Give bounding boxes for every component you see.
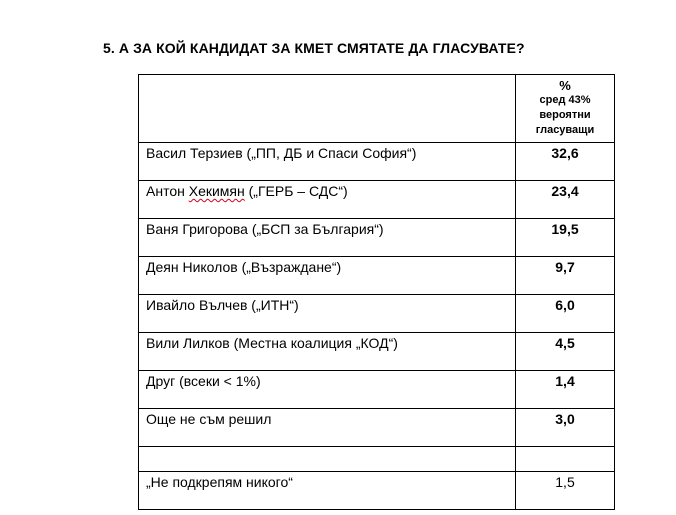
candidate-percent: 6,0 [516,295,615,333]
table-row [139,143,615,181]
candidate-percent: 23,4 [516,181,615,219]
candidate-name-part: („ГЕРБ – СДС“) [244,183,348,199]
candidate-name: Васил Терзиев („ПП, ДБ и Спаси София“) [139,143,516,181]
spellcheck-flagged-word: Хекимян [188,183,245,199]
table-row [139,181,615,219]
candidate-percent: 4,5 [516,333,615,371]
table-row [139,333,615,371]
candidate-name: Ивайло Вълчев („ИТН“) [139,295,516,333]
header-line-2: вероятни [539,109,591,121]
table-row [139,219,615,257]
candidate-name: Ваня Григорова („БСП за България“) [139,219,516,257]
candidate-name: Вили Лилков (Местна коалиция „КОД“) [139,333,516,371]
candidate-name: Деян Николов („Възраждане“) [139,257,516,295]
percent-sign: % [559,78,571,93]
table-row [139,257,615,295]
candidate-name [139,181,516,219]
header-line-1: сред 43% [539,94,591,106]
candidate-name: Още не съм решил [139,409,516,447]
header-line-3: гласуващи [535,124,595,136]
candidate-percent: 19,5 [516,219,615,257]
table-row-empty [139,447,615,472]
candidate-percent [516,447,615,472]
table-row [139,409,615,447]
table-row [139,295,615,333]
results-table [138,74,615,510]
table-header-row [139,75,615,143]
table-row [139,472,615,510]
question-title: 5. А ЗА КОЙ КАНДИДАТ ЗА КМЕТ СМЯТАТЕ ДА ГЛАСУВАТЕ? [103,40,525,56]
candidate-percent: 1,4 [516,371,615,409]
candidate-percent: 3,0 [516,409,615,447]
candidate-name: „Не подкрепям никого“ [139,472,516,510]
candidate-percent: 9,7 [516,257,615,295]
candidate-percent: 32,6 [516,143,615,181]
candidate-name [139,447,516,472]
candidate-name-part: Антон [146,183,189,199]
header-name-cell [139,75,516,143]
candidate-percent: 1,5 [516,472,615,510]
candidate-name: Друг (всеки < 1%) [139,371,516,409]
header-percent-cell [516,75,615,143]
table-row [139,371,615,409]
